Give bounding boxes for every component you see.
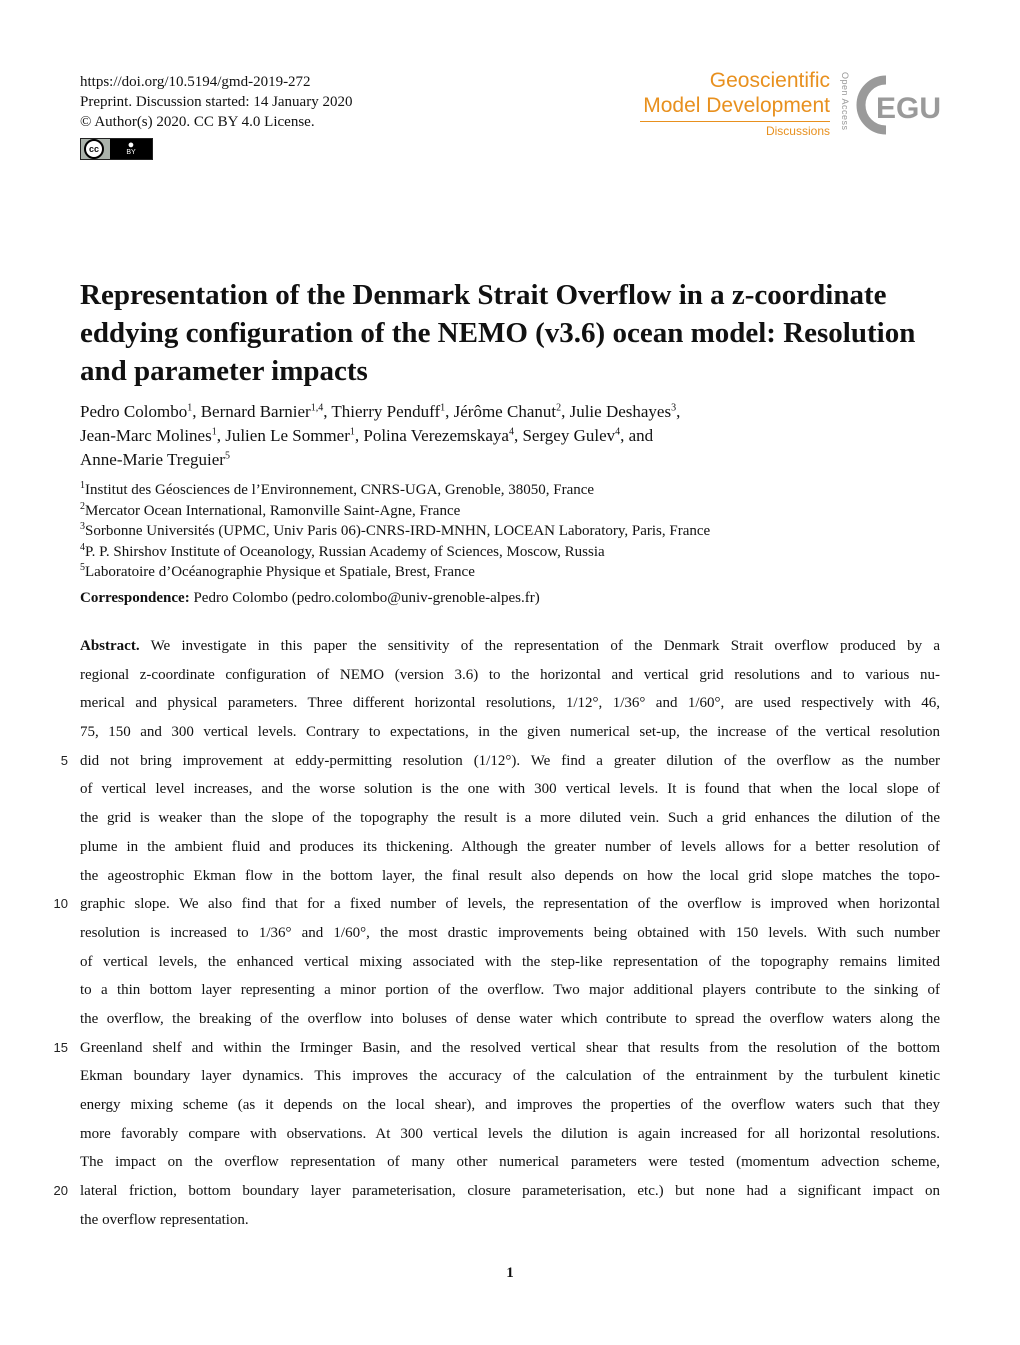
author-name: Bernard Barnier: [200, 402, 311, 421]
affiliation-item: [80, 501, 940, 522]
abstract-line: regional z-coordinate configuration of NEMO (version 3.6) to the horizontal and vertical grid resolutions and to various nu-: [80, 666, 940, 683]
page-number: 1: [506, 1265, 514, 1281]
abstract-line: of vertical levels, the enhanced vertical mixing associated with the step-like representation of the topography remains limited: [80, 953, 940, 970]
author-affiliation: 1: [211, 426, 217, 438]
abstract-line: Greenland shelf and within the Irminger Basin, and the resolved vertical shear that results from the resolution of the bottom: [80, 1039, 940, 1056]
affiliation-list: [80, 480, 940, 583]
affiliation-number: 5: [80, 562, 85, 573]
abstract-line: did not bring improvement at eddy-permitting resolution (1/12°). We find a greater dilution of the overflow as the number: [80, 752, 940, 769]
abstract-line: lateral friction, bottom boundary layer parameterisation, closure parameterisation, etc.) but none had a significant impact on: [80, 1183, 940, 1200]
journal-line2: Model Development: [643, 94, 830, 117]
affiliation-number: 3: [80, 521, 85, 532]
abstract-line: merical and physical parameters. Three different horizontal resolutions, 1/12°, 1/36° and 1/60°, are used respectively with 46,: [80, 695, 940, 712]
copyright-line: © Author(s) 2020. CC BY 4.0 License.: [80, 114, 315, 130]
abstract-text: We investigate in this paper the sensitivity of the representation of the Denmark Strait overflow produced by a: [150, 638, 940, 654]
affiliation-number: 4: [80, 541, 85, 553]
affiliation-item: [80, 480, 940, 501]
abstract-line: to a thin bottom layer representing a minor portion of the overflow. Two major additional players contribute to the sinking of: [80, 982, 940, 999]
abstract-label: Abstract.: [80, 638, 140, 654]
abstract-line: graphic slope. We also find that for a fixed number of levels, the representation of the overflow is improved when horizontal: [80, 896, 940, 913]
line-number: 20: [53, 1183, 68, 1199]
abstract-line: [80, 632, 940, 661]
abstract-line: energy mixing scheme (as it depends on the local shear), and improves the properties of the overflow waters such that they: [80, 1097, 940, 1113]
abstract-line: of vertical level increases, and the worse solution is the one with 300 vertical levels. It is found that when the local slope of: [80, 781, 940, 798]
affiliation-item: [80, 542, 940, 563]
author-affiliation: 3: [671, 402, 677, 414]
line-number: 15: [53, 1039, 68, 1055]
affiliation-text: Laboratoire d’Océanographie Physique et Spatiale, Brest, France: [85, 564, 475, 580]
affiliation-text: P. P. Shirshov Institute of Oceanology, Russian Academy of Sciences, Moscow, Russia: [85, 543, 605, 560]
author-affiliation: 1: [349, 426, 355, 438]
abstract-line: the overflow, the breaking of the overflow into boluses of dense water which contribute to spread the overflow waters along the: [80, 1010, 940, 1027]
doi-link[interactable]: https://doi.org/10.5194/gmd-2019-272: [80, 74, 311, 90]
open-access-label: Open Access: [840, 72, 850, 131]
cc-by-license-badge[interactable]: [80, 138, 153, 160]
line-number: 10: [53, 896, 68, 912]
author-name: Julien Le Sommer: [225, 426, 350, 445]
affiliation-item: [80, 521, 940, 542]
affiliation-number: 1: [80, 480, 85, 491]
author-affiliation: 1,4: [310, 402, 324, 414]
author-name: Julie Deshayes: [569, 402, 672, 421]
preprint-date: Preprint. Discussion started: 14 January 2020: [80, 94, 353, 110]
abstract-line: more favorably compare with observations. At 300 vertical levels the dilution is again increased for all horizontal resolutions.: [80, 1125, 940, 1142]
line-number: 5: [60, 752, 68, 768]
author-affiliation: 4: [508, 426, 514, 438]
affiliation-item: [80, 562, 940, 583]
author-list: Pedro Colombo$^1$, Bernard Barnier$^{1,4}$, Thierry Penduff$^1$, Jérôme Chanut$^2$, Julie Deshayes$^3$, Jean-Marc Molines$^1$, Julien Le Sommer$^1$, Polina Verezemskaya$^4$, Sergey Gulev$^4$, and Anne-Marie Treguier$^5$: [80, 402, 681, 469]
author-affiliation: 4: [615, 426, 621, 438]
cc-icon: cc: [84, 139, 104, 159]
affiliation-text: Mercator Ocean International, Ramonville Saint-Agne, France: [85, 502, 461, 519]
journal-name: [640, 68, 830, 139]
author-name: Thierry Penduff: [331, 402, 441, 421]
author-name: Sergey Gulev: [522, 426, 616, 445]
author-affiliation: 1: [440, 402, 446, 414]
abstract-line: the grid is weaker than the slope of the topography the result is a more diluted vein. Such a grid enhances the dilution of the: [80, 810, 940, 827]
by-icon: ● BY: [110, 139, 152, 159]
abstract-line: the overflow representation.: [80, 1211, 249, 1228]
author-name: Polina Verezemskaya: [363, 426, 509, 445]
egu-logo-icon: [856, 72, 942, 138]
correspondence: [80, 590, 540, 607]
abstract-line: 75, 150 and 300 vertical levels. Contrary to expectations, in the given numerical set-up, the increase of the vertical resolution: [80, 724, 940, 741]
author-name: Jérôme Chanut: [453, 402, 557, 421]
affiliation-number: 2: [80, 500, 85, 512]
abstract-line: resolution is increased to 1/36° and 1/60°, the most drastic improvements being obtained with 150 levels. With such number: [80, 924, 940, 941]
by-label: BY: [126, 149, 136, 156]
abstract-line: Ekman boundary layer dynamics. This improves the accuracy of the calculation of the entrainment by the turbulent kinetic: [80, 1068, 940, 1085]
journal-line1: Geoscientific: [709, 69, 830, 92]
author-affiliation: 5: [224, 450, 230, 462]
author-name: Pedro Colombo: [80, 402, 188, 421]
abstract-line: plume in the ambient fluid and produces its thickening. Although the greater number of levels allows for a better resolution of: [80, 838, 940, 855]
abstract-line: the ageostrophic Ekman flow in the bottom layer, the final result also depends on how the local grid slope matches the topo-: [80, 867, 940, 884]
author-name: Anne-Marie Treguier: [80, 450, 225, 469]
author-affiliation: 1: [187, 402, 193, 414]
correspondence-label: Correspondence:: [80, 590, 190, 606]
header-info: [80, 72, 352, 132]
journal-rule: [640, 121, 830, 122]
journal-line3: Discussions: [765, 124, 830, 138]
egu-logo-text: EGU: [876, 92, 942, 125]
author-affiliation: 2: [556, 402, 562, 414]
abstract: [80, 632, 940, 1234]
affiliation-text: Sorbonne Universités (UPMC, Univ Paris 06)-CNRS-IRD-MNHN, LOCEAN Laboratory, Paris, France: [85, 523, 711, 539]
correspondence-email[interactable]: Pedro Colombo (pedro.colombo@univ-grenoble-alpes.fr): [193, 590, 540, 606]
author-name: Jean-Marc Molines: [80, 426, 212, 445]
paper-title: Representation of the Denmark Strait Overflow in a z-coordinate eddying configuration of the NEMO (v3.6) ocean model: Resolution and parameter impacts: [80, 279, 916, 387]
abstract-line: The impact on the overflow representation of many other numerical parameters were tested (momentum advection scheme,: [80, 1154, 940, 1171]
affiliation-text: Institut des Géosciences de l’Environnement, CNRS-UGA, Grenoble, 38050, France: [85, 482, 595, 498]
